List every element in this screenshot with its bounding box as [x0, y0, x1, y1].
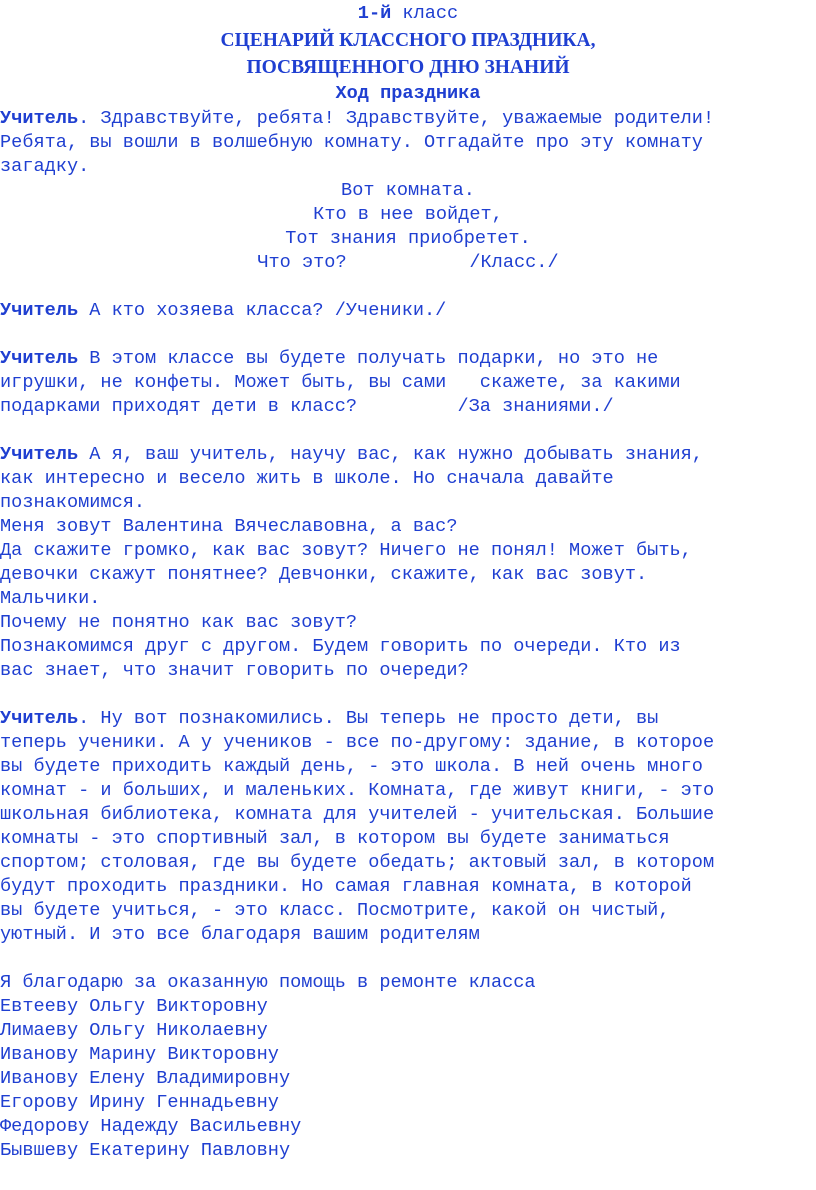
paragraph-line: Познакомимся друг с другом. Будем говорить по очереди. Кто из [0, 636, 681, 657]
thanks-name: Иванову Марину Викторовну [0, 1044, 279, 1065]
paragraph-line: Учитель В этом классе вы будете получать подарки, но это не [0, 348, 659, 369]
paragraph-line: Ребята, вы вошли в волшебную комнату. Отгадайте про эту комнату [0, 132, 703, 153]
grade-word: класс [391, 3, 459, 24]
thanks-name: Иванову Елену Владимировну [0, 1068, 291, 1089]
thanks-name: Евтееву Ольгу Викторовну [0, 996, 268, 1017]
speaker-label: Учитель [0, 444, 79, 465]
paragraph-line: Мальчики. [0, 588, 101, 609]
paragraph-line: игрушки, не конфеты. Может быть, вы сами скажете, за какими [0, 372, 681, 393]
thanks-name: Бывшеву Екатерину Павловну [0, 1140, 291, 1161]
section-subtitle: Ход праздника [335, 83, 481, 104]
paragraph-line: спортом; столовая, где вы будете обедать; актовый зал, в котором [0, 852, 715, 873]
paragraph-line: девочки скажут понятнее? Девчонки, скажите, как вас зовут. [0, 564, 648, 585]
paragraph-line: уютный. И это все благодаря вашим родителям [0, 924, 480, 945]
paragraph-line: Почему не понятно как вас зовут? [0, 612, 358, 633]
paragraph-line: вас знает, что значит говорить по очереди? [0, 660, 469, 681]
paragraph-line: вы будете учиться, - это класс. Посмотрите, какой он чистый, [0, 900, 670, 921]
riddle-answer-line: Что это? /Класс./ [257, 252, 559, 273]
speaker-label: Учитель [0, 348, 79, 369]
thanks-intro: Я благодарю за оказанную помощь в ремонте класса [0, 972, 536, 993]
paragraph-line: вы будете приходить каждый день, - это школа. В ней очень много [0, 756, 703, 777]
paragraph-line: подарками приходят дети в класс? /За знаниями./ [0, 396, 614, 417]
paragraph-line: Учитель А я, ваш учитель, научу вас, как нужно добывать знания, [0, 444, 703, 465]
paragraph-line: Учитель. Здравствуйте, ребята! Здравствуйте, уважаемые родители! [0, 108, 715, 129]
paragraph-line: Учитель А кто хозяева класса? /Ученики./ [0, 300, 447, 321]
riddle-line: Вот комната. [341, 180, 475, 201]
paragraph-line: комнаты - это спортивный зал, в котором вы будете заниматься [0, 828, 670, 849]
paragraph-line: Учитель. Ну вот познакомились. Вы теперь не просто дети, вы [0, 708, 659, 729]
paragraph-line: Да скажите громко, как вас зовут? Ничего не понял! Может быть, [0, 540, 692, 561]
riddle-line: Тот знания приобретет. [285, 228, 531, 249]
thanks-name: Федорову Надежду Васильевну [0, 1116, 302, 1137]
paragraph-line: будут проходить праздники. Но самая главная комната, в которой [0, 876, 692, 897]
paragraph-line: комнат - и больших, и маленьких. Комната, где живут книги, - это [0, 780, 715, 801]
paragraph-line: школьная библиотека, комната для учителей - учительская. Большие [0, 804, 715, 825]
paragraph-line: познакомимся. [0, 492, 146, 513]
speaker-label: Учитель [0, 300, 79, 321]
document-title-line1: СЦЕНАРИЙ КЛАССНОГО ПРАЗДНИКА, [220, 30, 596, 51]
paragraph-line: теперь ученики. А у учеников - все по-другому: здание, в которое [0, 732, 715, 753]
document-title-line2: ПОСВЯЩЕННОГО ДНЮ ЗНАНИЙ [246, 57, 570, 78]
grade-heading [0, 2, 816, 26]
thanks-name: Егорову Ирину Геннадьевну [0, 1092, 279, 1113]
grade-number: 1-й [357, 3, 392, 24]
paragraph-line: как интересно и весело жить в школе. Но сначала давайте [0, 468, 614, 489]
speaker-label: Учитель [0, 108, 79, 129]
riddle-line: Кто в нее войдет, [313, 204, 503, 225]
thanks-name: Лимаеву Ольгу Николаевну [0, 1020, 268, 1041]
paragraph-line: Меня зовут Валентина Вячеславовна, а вас? [0, 516, 458, 537]
paragraph-line: загадку. [0, 156, 90, 177]
speaker-label: Учитель [0, 708, 79, 729]
